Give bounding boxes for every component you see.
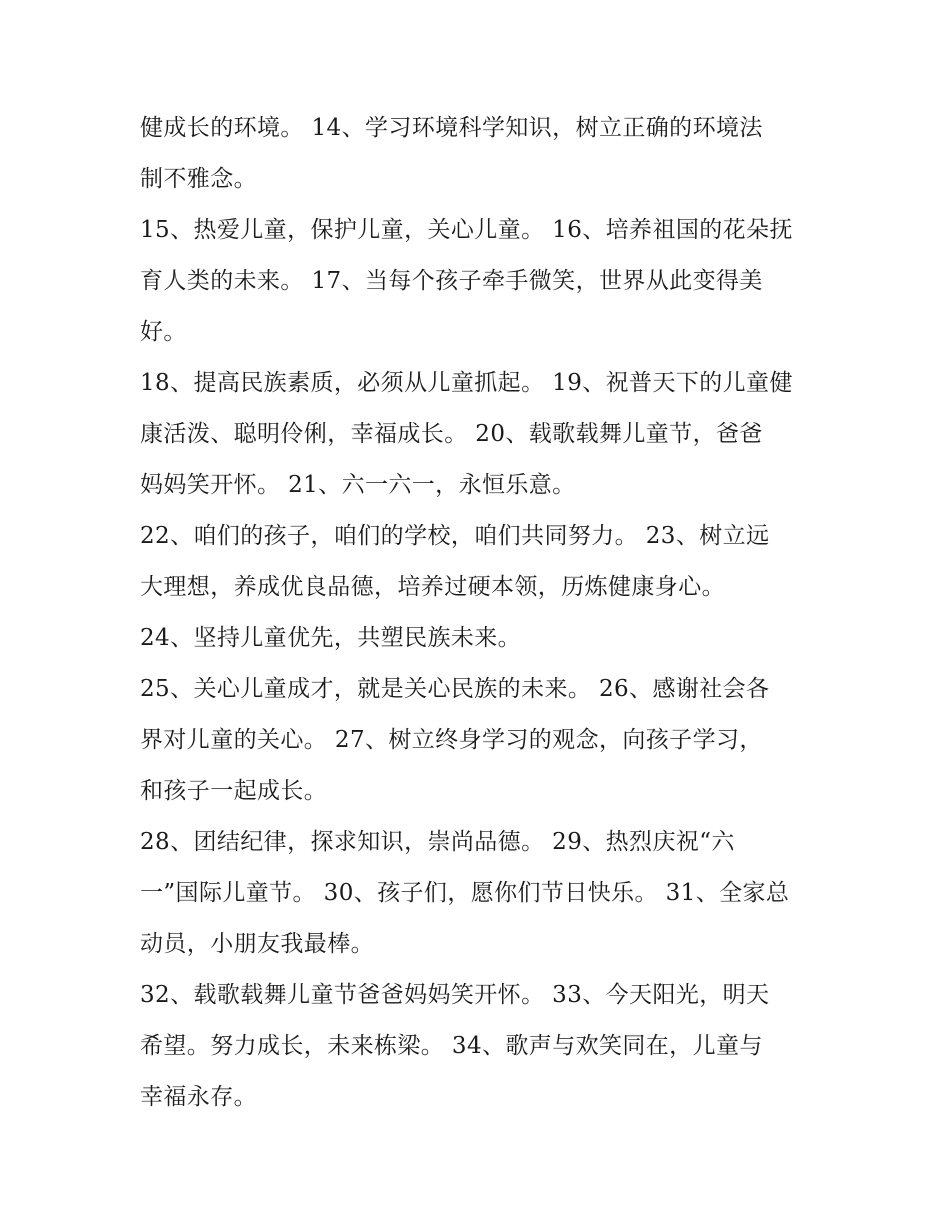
text-line: 一”国际儿童节。 30、孩子们，愿你们节日快乐。 31、全家总	[140, 880, 790, 906]
text-line: 大理想，养成优良品德，培养过硬本领，历炼健康身心。	[140, 574, 725, 600]
text-line: 健成长的环境。 14、学习环境科学知识，树立正确的环境法	[140, 115, 763, 141]
text-line: 希望。努力成长，未来栋梁。 34、歌声与欢笑同在，儿童与	[140, 1033, 763, 1059]
text-line: 和孩子一起成长。	[140, 778, 328, 804]
text-line: 制不雅念。	[140, 166, 257, 192]
text-line: 妈妈笑开怀。 21、六一六一，永恒乐意。	[140, 472, 576, 498]
text-line: 康活泼、聪明伶俐，幸福成长。 20、载歌载舞儿童节，爸爸	[140, 421, 763, 447]
text-line: 幸福永存。	[140, 1084, 257, 1110]
text-line: 界对儿童的关心。 27、树立终身学习的观念，向孩子学习，	[140, 727, 763, 753]
text-line: 育人类的未来。 17、当每个孩子牵手微笑，世界从此变得美	[140, 268, 763, 294]
text-line: 18、提高民族素质，必须从儿童抓起。 19、祝普天下的儿童健	[140, 370, 793, 396]
text-line: 28、团结纪律，探求知识，崇尚品德。 29、热烈庆祝“六	[140, 829, 735, 855]
text-line: 24、坚持儿童优先，共塑民族未来。	[140, 625, 522, 651]
document-body	[140, 103, 830, 1123]
text-line: 22、咱们的孩子，咱们的学校，咱们共同努力。 23、树立远	[140, 523, 770, 549]
text-line: 32、载歌载舞儿童节爸爸妈妈笑开怀。 33、今天阳光，明天	[140, 982, 770, 1008]
text-line: 动员，小朋友我最棒。	[140, 931, 374, 957]
text-line: 好。	[140, 319, 187, 345]
text-line: 15、热爱儿童，保护儿童，关心儿童。 16、培养祖国的花朵抚	[140, 217, 793, 243]
text-line: 25、关心儿童成才，就是关心民族的未来。 26、感谢社会各	[140, 676, 770, 702]
